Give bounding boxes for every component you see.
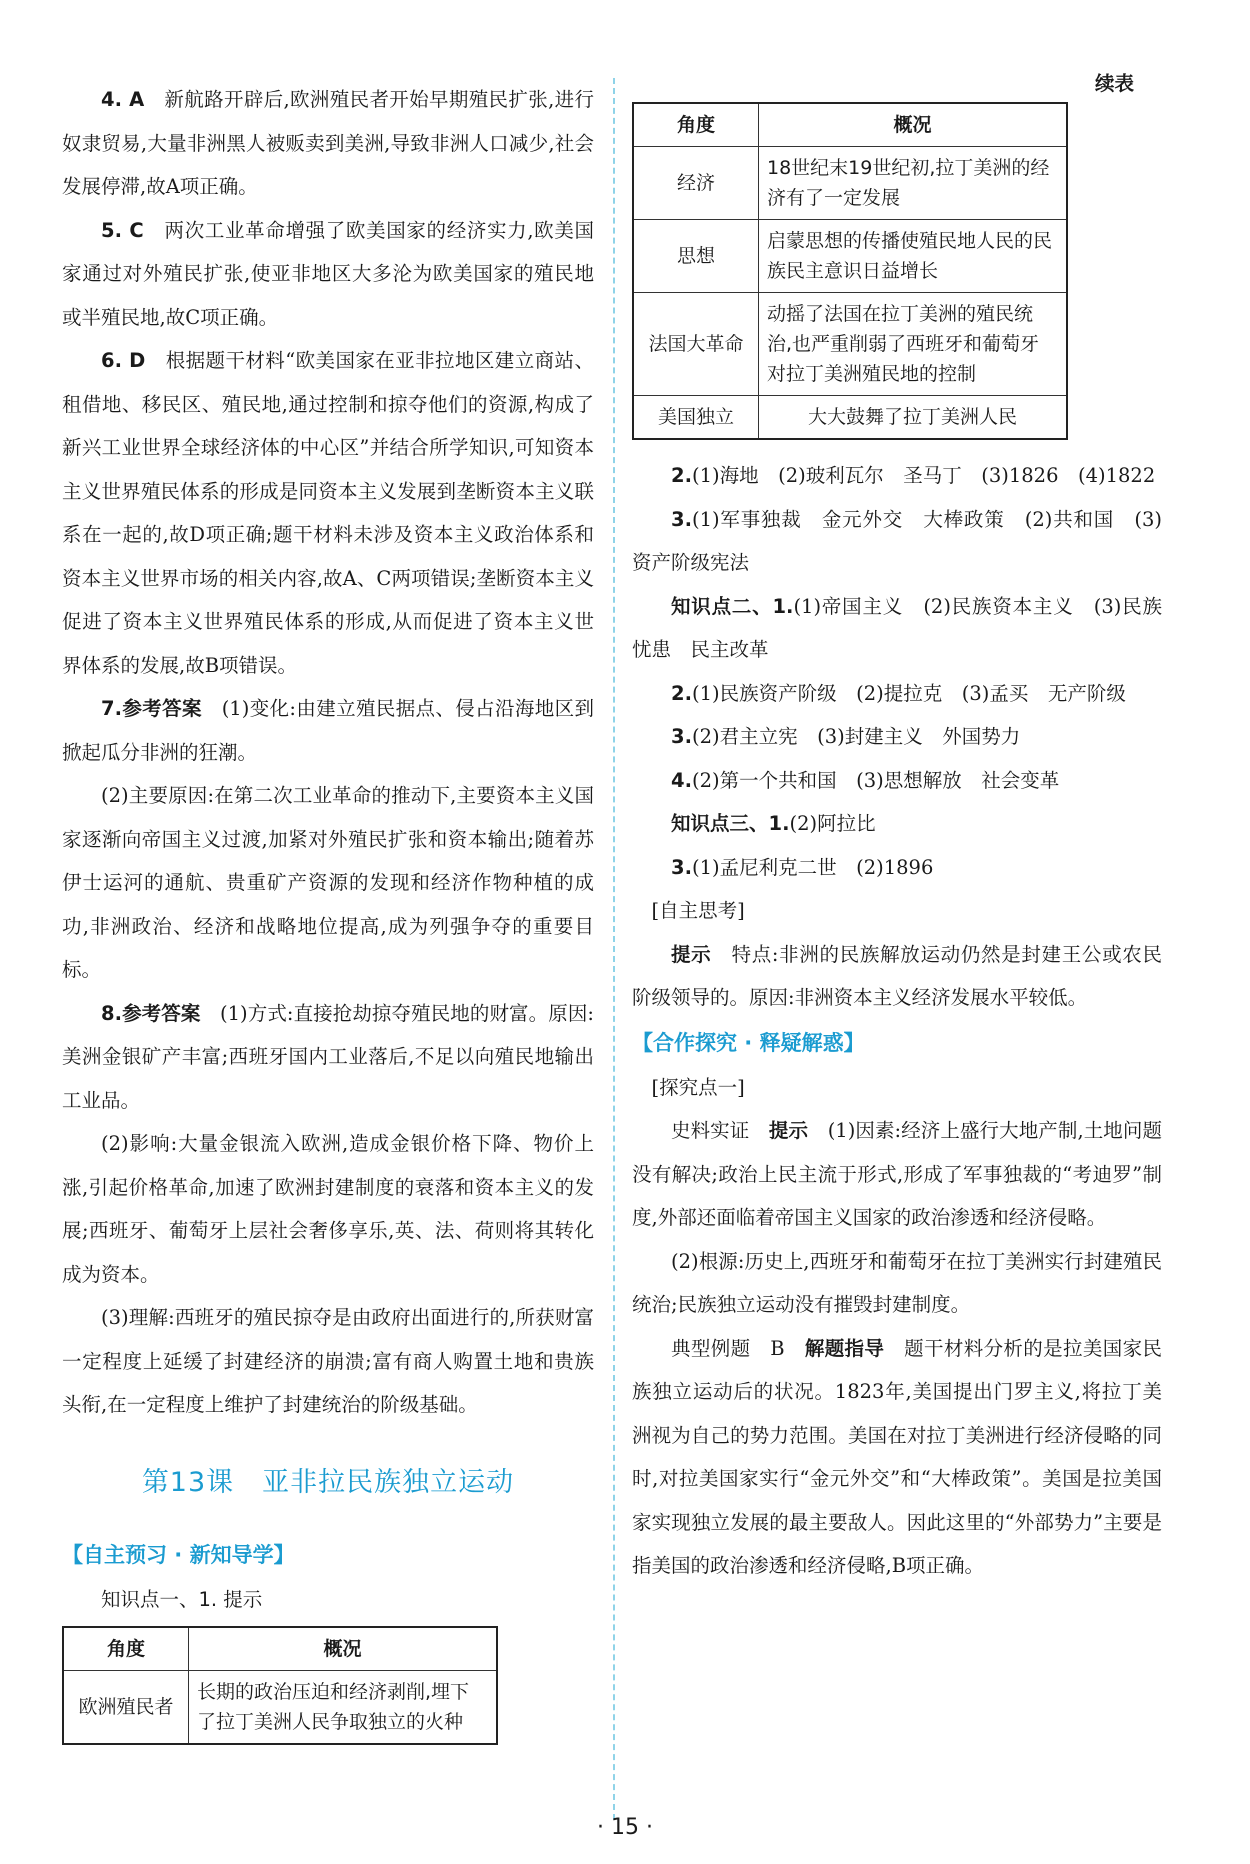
hint-label: 提示: [671, 942, 712, 966]
answer-text: (1)方式:直接抢劫掠夺殖民地的财富。原因:美洲金银矿产丰富;西班牙国内工业落后,不足以向殖民地输出工业品。: [62, 1001, 594, 1112]
answer-text: 特点:非洲的民族解放运动仍然是封建王公或农民阶级领导的。原因:非洲资本主义经济发展水平较低。: [632, 942, 1162, 1009]
self-think-heading: [自主思考]: [651, 899, 745, 922]
typical-example-label: 典型例题 B: [671, 1336, 785, 1360]
answer-5: [62, 209, 594, 340]
lesson-title: 第13课 亚非拉民族独立运动: [141, 1466, 515, 1498]
answer-text: (1)海地 (2)玻利瓦尔 圣马丁 (3)1826 (4)1822: [691, 464, 1156, 487]
answer-number: 7.: [101, 697, 122, 720]
kp2-answer-2: [632, 672, 1162, 716]
knowledge-point-label: 知识点三、1.: [671, 812, 790, 835]
answer-number: 3.: [671, 855, 692, 879]
kp2-answer-4: [632, 759, 1162, 803]
table-row: [63, 1670, 497, 1744]
answer-label: 参考答案: [121, 1001, 201, 1025]
table-header-angle: 角度: [63, 1627, 189, 1671]
source-evidence-part2: (2)根源:历史上,西班牙和葡萄牙在拉丁美洲实行封建殖民统治;民族独立运动没有摧毁封建制度。: [632, 1249, 1162, 1316]
answer-text: (1)民族资产阶级 (2)提拉克 (3)孟买 无产阶级: [691, 681, 1126, 705]
answer-text: 根据题干材料“欧美国家在亚非拉地区建立商站、租借地、移民区、殖民地,通过控制和掠夺他们的资源,构成了新兴工业世界全球经济体的中心区”并结合所学知识,可知资本主义世界殖民体系的形成是同资本主义发展到垄断资本主义联系在一起的,故D项正确;题干材料未涉及资本主义政治体系和资本主义世界市场的相关内容,故A、C两项错误;垄断资本主义促进了资本主义世界殖民体系的形成,从而促进了资本主义世界体系的发展,故B项错误。: [62, 349, 594, 677]
kp3-answer-3: [632, 846, 1162, 890]
table-cell-angle: 美国独立: [633, 396, 759, 440]
table-row: [633, 220, 1067, 293]
typical-example: [632, 1327, 1162, 1588]
table-cell-angle: 经济: [633, 147, 759, 220]
answer-text: (1)孟尼利克二世 (2)1896: [691, 855, 934, 879]
answer-text: 两次工业革命增强了欧美国家的经济实力,欧美国家通过对外殖民扩张,使亚非地区大多沦为欧美国家的殖民地或半殖民地,故C项正确。: [62, 218, 594, 329]
table-cell-overview: 长期的政治压迫和经济剥削,埋下了拉丁美洲人民争取独立的火种: [189, 1670, 498, 1744]
knowledge-point-label: 知识点二、1.: [671, 594, 794, 618]
answer-number: 3.: [671, 507, 692, 531]
guide-label: 解题指导: [804, 1336, 885, 1360]
column-divider: [613, 78, 615, 1820]
answer-text: 新航路开辟后,欧洲殖民者开始早期殖民扩张,进行奴隶贸易,大量非洲黑人被贩卖到美洲,导致非洲人口减少,社会发展停滞,故A项正确。: [62, 88, 594, 198]
answer-text: (1)帝国主义 (2)民族资本主义 (3)民族忧患 民主改革: [632, 594, 1162, 661]
answer-8-part2: (2)影响:大量金银流入欧洲,造成金银价格下降、物价上涨,引起价格革命,加速了欧洲封建制度的衰落和资本主义的发展;西班牙、葡萄牙上层社会奢侈享乐,英、法、荷则将其转化成为资本。: [62, 1132, 594, 1286]
knowledge-point-3: [632, 802, 1162, 846]
answer-8-part3: (3)理解:西班牙的殖民掠夺是由政府出面进行的,所获财富一定程度上延缓了封建经济的崩溃;富有商人购置土地和贵族头衔,在一定程度上维护了封建统治的阶级基础。: [62, 1306, 594, 1416]
left-column: [62, 78, 594, 1745]
table-cell-overview: 启蒙思想的传播使殖民地人民的民族民主意识日益增长: [759, 220, 1068, 293]
table-cell-angle: 欧洲殖民者: [63, 1670, 189, 1744]
answer-4: [62, 78, 594, 209]
right-column: [632, 72, 1162, 1588]
answer-number: 4.: [671, 768, 692, 792]
continued-table: [632, 102, 1068, 440]
answer-number: 2.: [671, 464, 692, 487]
answer-text: 题干材料分析的是拉美国家民族独立运动后的状况。1823年,美国提出门罗主义,将拉丁美洲视为自己的势力范围。美国在对拉丁美洲进行经济侵略的同时,对拉美国家实行“金元外交”和“大棒政策”。美国是拉美国家实现独立发展的最主要敌人。因此这里的“外部势力”主要是指美国的政治渗透和经济侵略,B项正确。: [632, 1336, 1162, 1577]
answer-label: 参考答案: [121, 697, 202, 720]
source-evidence: [632, 1109, 1162, 1240]
section-heading-preview: 【自主预习 · 新知导学】: [62, 1543, 295, 1567]
answer-number: 2.: [671, 681, 692, 705]
answer-text: (1)变化:由建立殖民据点、侵占沿海地区到掀起瓜分非洲的狂潮。: [62, 697, 594, 764]
answer-text: (1)军事独裁 金元外交 大棒政策 (2)共和国 (3)资产阶级宪法: [632, 507, 1162, 574]
table-header-overview: 概况: [189, 1627, 498, 1671]
answer-text: (2)第一个共和国 (3)思想解放 社会变革: [691, 768, 1060, 792]
knowledge-point-2: [632, 585, 1162, 672]
answer-2: [632, 454, 1162, 498]
table-row: [633, 396, 1067, 440]
table-header-angle: 角度: [633, 103, 759, 147]
self-think-hint: [632, 933, 1162, 1020]
table-cell-overview: 动摇了法国在拉丁美洲的殖民统治,也严重削弱了西班牙和葡萄牙对拉丁美洲殖民地的控制: [759, 293, 1068, 396]
explore-point-heading: [探究点一]: [651, 1075, 745, 1099]
answer-3: [632, 498, 1162, 585]
preview-table: [62, 1626, 498, 1745]
table-row: [633, 147, 1067, 220]
answer-number: 6. D: [101, 349, 146, 372]
table-cell-angle: 思想: [633, 220, 759, 293]
kp2-answer-3: [632, 715, 1162, 759]
table-header-row: [63, 1627, 497, 1671]
source-evidence-label: 史料实证: [671, 1119, 750, 1142]
table-row: [633, 293, 1067, 396]
answer-number: 8.: [101, 1001, 122, 1025]
answer-7: [62, 687, 594, 774]
hint-label: 提示: [768, 1119, 809, 1142]
page-number: · 15 ·: [597, 1815, 653, 1840]
knowledge-point-1: 知识点一、1. 提示: [101, 1588, 263, 1611]
answer-number: 4. A: [101, 88, 145, 111]
answer-number: 3.: [671, 725, 692, 748]
table-continued-label: 续表: [1094, 72, 1134, 95]
answer-6: [62, 339, 594, 687]
table-cell-angle: 法国大革命: [633, 293, 759, 396]
answer-text: (2)君主立宪 (3)封建主义 外国势力: [691, 725, 1021, 748]
answer-text: (2)阿拉比: [789, 812, 876, 835]
answer-7-part2: (2)主要原因:在第二次工业革命的推动下,主要资本主义国家逐渐向帝国主义过渡,加紧对外殖民扩张和资本输出;随着苏伊士运河的通航、贵重矿产资源的发现和经济作物种植的成功,非洲政治、经济和战略地位提高,成为列强争夺的重要目标。: [62, 784, 594, 981]
answer-text: (1)因素:经济上盛行大地产制,土地问题没有解决;政治上民主流于形式,形成了军事独裁的“考迪罗”制度,外部还面临着帝国主义国家的政治渗透和经济侵略。: [632, 1119, 1162, 1229]
table-cell-overview: 18世纪末19世纪初,拉丁美洲的经济有了一定发展: [759, 147, 1068, 220]
table-cell-overview: 大大鼓舞了拉丁美洲人民: [759, 396, 1068, 440]
answer-number: 5. C: [101, 218, 144, 242]
answer-8: [62, 992, 594, 1123]
table-header-row: [633, 103, 1067, 147]
table-header-overview: 概况: [759, 103, 1068, 147]
section-heading-explore: 【合作探究 · 释疑解惑】: [632, 1030, 865, 1055]
